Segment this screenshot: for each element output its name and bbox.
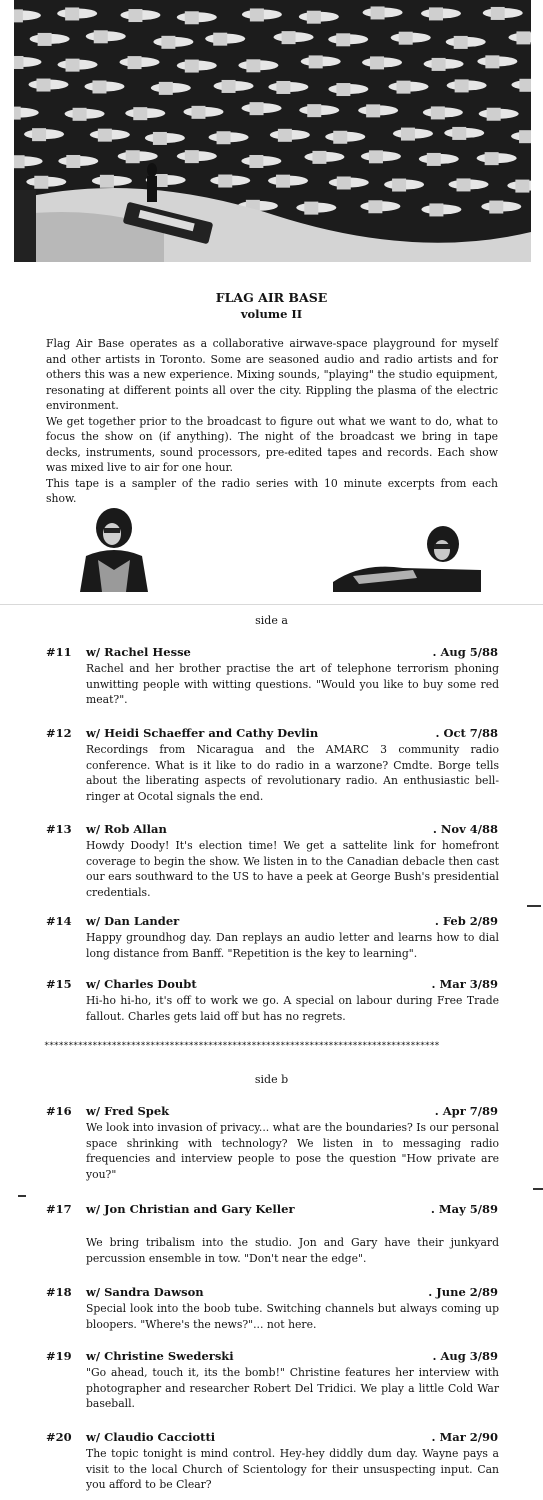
aircraft-wing-shape: [519, 130, 531, 143]
aircraft-wing-shape: [399, 32, 413, 45]
track-number: #20: [46, 1430, 72, 1444]
aircraft-wing-shape: [307, 104, 321, 117]
scan-mark: [18, 1195, 26, 1197]
track-header: [86, 914, 498, 928]
aircraft-wing-shape: [34, 176, 48, 189]
aircraft-wing-shape: [366, 104, 380, 117]
aircraft-wing-shape: [307, 11, 321, 24]
aircraft-wing-shape: [126, 150, 140, 163]
aircraft-wing-shape: [246, 59, 260, 72]
track-guest: w/ Claudio Cacciotti: [86, 1430, 216, 1444]
aircraft-wing-shape: [401, 128, 415, 141]
track-header: [86, 1202, 498, 1216]
track-description: We look into invasion of privacy... what are the boundaries? Is our personal space shrinking with technology? We listen in to messaging radio frequencies and interview people to pose the question "How private are you?": [86, 1121, 499, 1181]
track-number: #12: [46, 726, 72, 740]
track-description: "Go ahead, touch it, its the bomb!" Christine features her interview with photographer and researcher Robert Del Tridici. We play a little Cold War baseball.: [86, 1366, 499, 1410]
track-description: The topic tonight is mind control. Hey-hey diddly dum day. Wayne pays a visit to the local Church of Scientology for their unsuspecting input. Can you afford to be Clear?: [86, 1447, 499, 1491]
aircraft-wing-shape: [309, 55, 323, 68]
aircraft-wing-shape: [312, 151, 326, 164]
aircraft-wing-shape: [98, 129, 112, 142]
track-date: . Aug 3/89: [432, 1349, 498, 1363]
aircraft-wing-shape: [185, 150, 199, 163]
aircraft-wing-shape: [32, 128, 46, 141]
track-description: Happy groundhog day. Dan replays an audio letter and learns how to dial long distance from Banff. "Repetition is the key to learning".: [86, 931, 499, 960]
page-title: FLAG AIR BASE: [215, 290, 328, 305]
track-header: [86, 1104, 498, 1118]
track-number: #15: [46, 977, 72, 991]
aircraft-wing-shape: [161, 36, 175, 49]
aircraft-wing-shape: [336, 83, 350, 96]
track-date: . May 5/89: [430, 1202, 498, 1216]
aircraft-wing-shape: [336, 33, 350, 46]
aircraft-wing-shape: [516, 31, 530, 44]
track-number: #13: [46, 822, 72, 836]
scan-mark: [533, 1188, 543, 1190]
aircraft-wing-shape: [429, 203, 443, 216]
aircraft-wing-shape: [153, 132, 167, 145]
track-header: [86, 977, 498, 991]
track-guest: w/ Charles Doubt: [86, 977, 197, 991]
track-description: Special look into the boob tube. Switching channels but always coming up bloopers. "Where's the news?"... not here.: [86, 1302, 499, 1331]
aircraft-wing-shape: [278, 129, 292, 142]
track-number: #17: [46, 1202, 72, 1216]
track-guest: w/ Heidi Schaeffer and Cathy Devlin: [86, 726, 319, 740]
track-guest: w/ Rob Allan: [86, 822, 167, 836]
track-description: Recordings from Nicaragua and the AMARC 3 community radio conference. What is it like to do radio in a warzone? Cmdte. Borge tells about the liberating aspects of revolutionary radio. An enthusiastic bell-ringer at Ocotal signals the end.: [86, 743, 499, 803]
aircraft-wing-shape: [276, 175, 290, 188]
aircraft-wing-shape: [213, 33, 227, 46]
aircraft-wing-shape: [38, 33, 52, 46]
fold-line: [0, 604, 543, 605]
track-description: We bring tribalism into the studio. Jon and Gary have their junkyard percussion ensemble in tow. "Don't near the edge".: [86, 1236, 499, 1265]
pilot-portrait: [76, 500, 152, 596]
intro-paragraph: This tape is a sampler of the radio series with 10 minute excerpts from each show.: [46, 476, 498, 505]
page-subtitle: volume II: [240, 307, 303, 321]
aircraft-wing-shape: [515, 180, 529, 193]
aircraft-wing-shape: [370, 56, 384, 69]
aircraft-wing-shape: [487, 108, 501, 121]
aircraft-wing-shape: [454, 36, 468, 49]
aircraft-wing-shape: [431, 106, 445, 119]
track-guest: w/ Christine Swederski: [86, 1349, 234, 1363]
track-header: [86, 726, 498, 740]
aircraft-wing-shape: [432, 58, 446, 71]
side-b-label: side b: [254, 1073, 289, 1086]
track-number: #16: [46, 1104, 72, 1118]
intro-text: [46, 336, 498, 507]
aircraft-wing-shape: [489, 201, 503, 214]
track-date: . June 2/89: [428, 1285, 498, 1299]
aircraft-wing-shape: [185, 60, 199, 73]
track-date: . Oct 7/88: [435, 726, 498, 740]
aircraft-wing-shape: [452, 127, 466, 140]
aircraft-wing-shape: [191, 106, 205, 119]
aircraft-wing-shape: [222, 80, 236, 93]
track-guest: w/ Rachel Hesse: [86, 645, 191, 659]
track-date: . Aug 5/88: [432, 645, 498, 659]
aircraft-wing-shape: [128, 56, 142, 69]
aircraft-wing-shape: [66, 59, 80, 72]
aircraft-wing-shape: [276, 81, 290, 94]
aircraft-wing-shape: [65, 7, 79, 20]
aircraft-wing-shape: [14, 155, 25, 168]
aircraft-wing-shape: [368, 200, 382, 213]
track-header: [86, 1285, 498, 1299]
track-guest: w/ Fred Spek: [86, 1104, 170, 1118]
aircraft-wing-shape: [92, 80, 106, 93]
track-guest: w/ Sandra Dawson: [86, 1285, 204, 1299]
track-date: . Feb 2/89: [434, 914, 498, 928]
aircraft-wing-shape: [282, 31, 296, 44]
aircraft-wing-shape: [73, 108, 87, 121]
aircraft-wing-shape: [392, 179, 406, 192]
aircraft-wing-shape: [218, 175, 232, 188]
aircraft-wing-shape: [14, 9, 23, 22]
track-description: Rachel and her brother practise the art of telephone terrorism phoning unwitting people with witting questions. "Would you like to buy some red meat?".: [86, 662, 499, 706]
aircraft-wing-shape: [94, 30, 108, 43]
aircraft-wing-shape: [14, 107, 21, 120]
track-number: #19: [46, 1349, 72, 1363]
aircraft-wing-shape: [485, 152, 499, 165]
track-header: [86, 645, 498, 659]
aerial-airfield-photo: [14, 0, 531, 262]
aircraft-wing-shape: [249, 155, 263, 168]
aircraft-wing-shape: [250, 8, 264, 21]
aircraft-wing-shape: [66, 155, 80, 168]
track-header: [86, 1430, 498, 1444]
aircraft-wing-shape: [128, 9, 142, 22]
aircraft-wing-shape: [133, 107, 147, 120]
aircraft-wing-shape: [159, 82, 173, 95]
aircraft-wing-shape: [333, 131, 347, 144]
track-number: #14: [46, 914, 72, 928]
aircraft-wing-shape: [185, 11, 199, 24]
track-description: Howdy Doody! It's election time! We get a sattelite link for homefront coverage to begin the show. We listen in to the Canadian debacle then cast our ears southward to the US to have a peek at George Bush's presidential credentials.: [86, 839, 499, 899]
aircraft-wing-shape: [37, 79, 51, 92]
aircraft-wing-shape: [485, 55, 499, 68]
track-guest: w/ Jon Christian and Gary Keller: [86, 1202, 295, 1216]
aircraft-wing-shape: [429, 7, 443, 20]
aircraft-wing-shape: [250, 102, 264, 115]
aircraft-wing-shape: [304, 202, 318, 215]
track-date: . Mar 2/90: [431, 1430, 498, 1444]
track-number: #18: [46, 1285, 72, 1299]
aircraft-wing-shape: [397, 81, 411, 94]
track-date: . Mar 3/89: [431, 977, 498, 991]
pilot-cockpit-portrait: [333, 518, 481, 596]
track-guest: w/ Dan Lander: [86, 914, 180, 928]
track-date: . Nov 4/88: [432, 822, 498, 836]
aircraft-wing-shape: [337, 176, 351, 189]
track-number: #11: [46, 645, 72, 659]
intro-paragraph: We get together prior to the broadcast to figure out what we want to do, what to focus the show on (if anything). The night of the broadcast we bring in tape decks, instruments, sound processors, pre-edited tapes and records. Each show was mixed live to air for one hour.: [46, 414, 498, 474]
aircraft-wing-shape: [519, 79, 531, 92]
track-description: Hi-ho hi-ho, it's off to work we go. A special on labour during Free Trade fallout. Charles gets laid off but has no regrets.: [86, 994, 499, 1023]
aircraft-wing-shape: [369, 150, 383, 163]
separator-line: **********************************************************************************: [44, 1041, 440, 1051]
track-header: [86, 822, 498, 836]
aircraft-wing-shape: [455, 79, 469, 92]
track-header: [86, 1349, 498, 1363]
intro-paragraph: Flag Air Base operates as a collaborative airwave-space playground for myself and other artists in Toronto. Some are seasoned audio and radio artists and for others this was a new experience. Mixing sounds, "playing" the studio equipment, resonating at different points all over the city. Rippling the plasma of the electric environment.: [46, 337, 498, 412]
track-date: . Apr 7/89: [434, 1104, 498, 1118]
side-a-label: side a: [255, 614, 288, 627]
aircraft-wing-shape: [100, 175, 114, 188]
aircraft-wing-shape: [217, 131, 231, 144]
aircraft-wing-shape: [457, 178, 471, 191]
aircraft-wing-shape: [427, 153, 441, 166]
aircraft-wing-shape: [371, 6, 385, 19]
aircraft-wing-shape: [491, 7, 505, 20]
scan-mark: [527, 905, 541, 907]
aircraft-wing-shape: [14, 56, 23, 69]
